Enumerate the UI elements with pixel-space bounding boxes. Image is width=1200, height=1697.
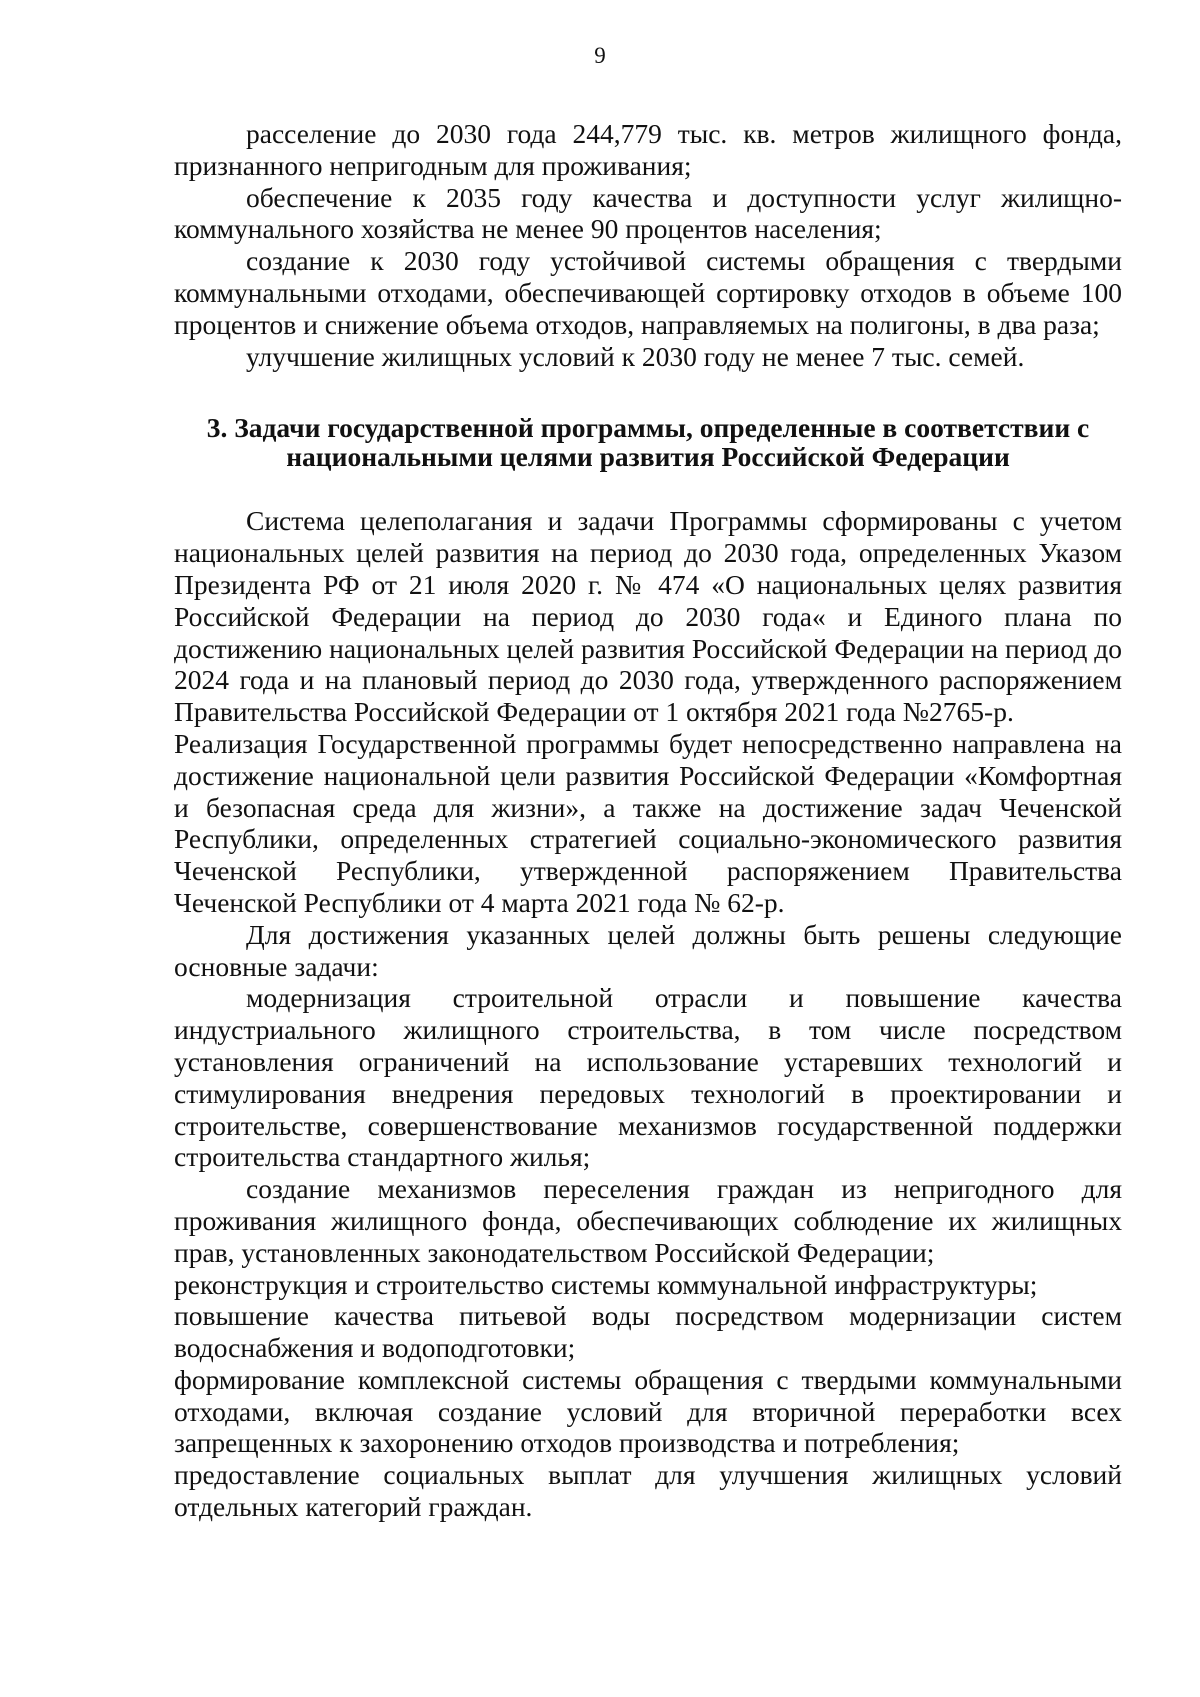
section-heading: [174, 413, 1122, 471]
page-number: 9: [594, 43, 606, 68]
paragraph-waste-system: создание к 2030 году устойчивой системы обращения с твердыми коммунальными отходами, обеспечивающей сортировку отходов в объеме 100 процентов и снижение объема отходов, направляемых на полигоны, в два раза;: [174, 245, 1122, 340]
task-utility-infrastructure: реконструкция и строительство системы коммунальной инфраструктуры;: [174, 1268, 1038, 1300]
task-drinking-water: повышение качества питьевой воды посредством модернизации систем водоснабжения и водоподготовки;: [174, 1300, 1122, 1364]
paragraph-housing-services: обеспечение к 2035 году качества и доступности услуг жилищно-коммунального хозяйства не менее 90 процентов населения;: [174, 181, 1122, 245]
task-construction-modernization: модернизация строительной отрасли и повышение качества индустриального жилищного строительства, в том числе посредством установления ограничений на использование устаревших технологий и стимулирования внедрения передовых технологий в проектировании и строительстве, совершенствование механизмов государственной поддержки строительства стандартного жилья;: [174, 982, 1122, 1173]
paragraph-goal-setting: Система целеполагания и задачи Программы сформированы с учетом национальных целей развития на период до 2030 года, определенных Указом Президента РФ от 21 июля 2020 г. № 474 «О национальных целях развития Российской Федерации на период до 2030 года« и Единого плана по достижению национальных целей развития Российской Федерации на период до 2024 года и на плановый период до 2030 года, утвержденного распоряжением Правительства Российской Федерации от 1 октября 2021 года №2765-р.: [174, 505, 1122, 728]
paragraph-resettlement: расселение до 2030 года 244,779 тыс. кв. метров жилищного фонда, признанного непригодным для проживания;: [174, 118, 1122, 181]
section-heading-line-2: национальными целями развития Российской Федерации: [286, 441, 1010, 473]
paragraph-implementation: Реализация Государственной программы будет непосредственно направлена на достижение национальной цели развития Российской Федерации «Комфортная и безопасная среда для жизни», а также на достижение задач Чеченской Республики, определенных стратегией социально-экономического развития Чеченской Республики, утвержденной распоряжением Правительства Чеченской Республики от 4 марта 2021 года № 62-р.: [174, 727, 1122, 918]
paragraph-tasks-intro: Для достижения указанных целей должны быть решены следующие основные задачи:: [174, 918, 1122, 982]
task-social-payments: предоставление социальных выплат для улучшения жилищных условий отдельных категорий граждан.: [174, 1459, 1122, 1523]
paragraph-housing-conditions: улучшение жилищных условий к 2030 году не менее 7 тыс. семей.: [246, 340, 1025, 372]
section-heading-line-1: 3. Задачи государственной программы, определенные в соответствии с: [206, 412, 1090, 444]
task-resettlement-mechanisms: создание механизмов переселения граждан из непригодного для проживания жилищного фонда, обеспечивающих соблюдение их жилищных прав, установленных законодательством Российской Федерации;: [174, 1173, 1122, 1268]
document-body: [174, 118, 1122, 1523]
task-waste-management: формирование комплексной системы обращения с твердыми коммунальными отходами, включая создание условий для вторичной переработки всех запрещенных к захоронению отходов производства и потребления;: [174, 1363, 1122, 1459]
